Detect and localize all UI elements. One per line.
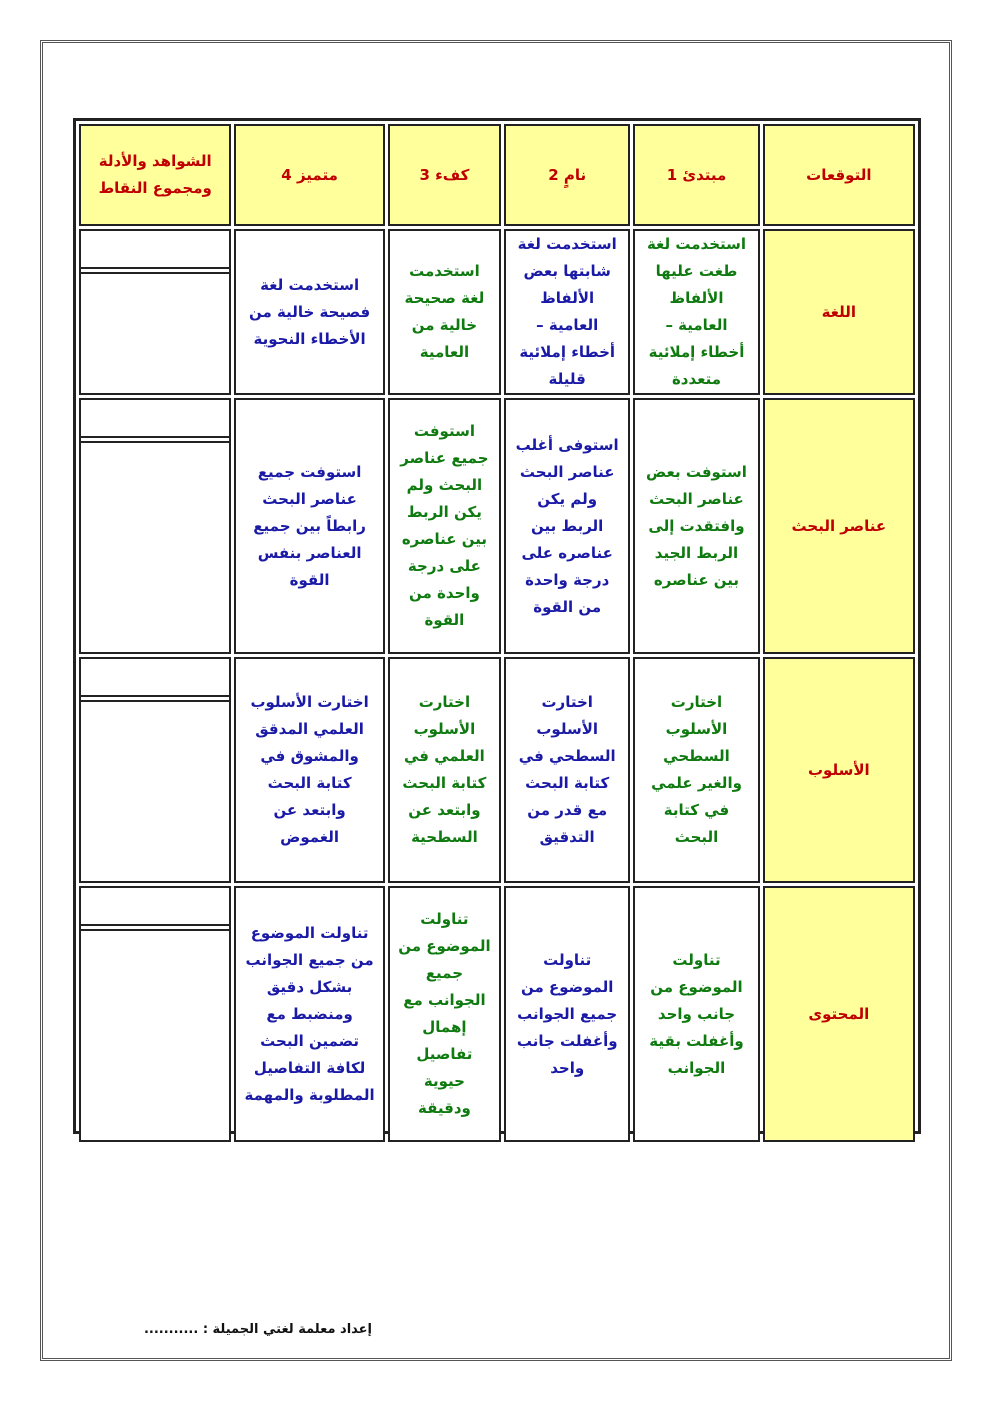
rubric-cell (504, 657, 630, 883)
row-label: عناصر البحث (763, 398, 915, 654)
footer-credit (144, 1322, 372, 1337)
cell-text: استوفى أغلب عناصر البحث ولم يكن الربط بين عناصره على درجة واحدة من القوة (515, 435, 619, 616)
table-row (79, 229, 915, 395)
header-competent: كفء 3 (388, 124, 501, 226)
table-row (79, 657, 915, 883)
row-label: المحتوى (763, 886, 915, 1142)
header-evidence (79, 124, 231, 226)
evidence-cell (79, 886, 231, 1142)
cell-text: استوفت بعض عناصر البحث وافتقدت إلى الربط الجيد بين عناصره (646, 462, 747, 589)
table-row (79, 398, 915, 654)
cell-text: تناولت الموضوع من جميع الجوانب بشكل دقيق ومنضبط مع تضمين البحث لكافة التفاصيل المطلوبة والمهمة (244, 923, 375, 1104)
rubric-cell (504, 886, 630, 1142)
evidence-box-top (81, 400, 229, 438)
footer-label: إعداد معلمة لغتي الجميلة : (202, 1322, 372, 1337)
table-row (79, 886, 915, 1142)
evidence-box-bottom (81, 272, 229, 393)
cell-text: اختارت الأسلوب السطحي في كتابة البحث مع قدر من التدقيق (518, 693, 616, 846)
cell-text: استخدمت لغة طغت عليها الألفاظ العامية – أخطاء إملائية متعددة (646, 235, 747, 388)
rubric-cell (504, 229, 630, 395)
cell-text: استوفت جميع عناصر البحث ولم يكن الربط بين عناصره على درجة واحدة من القوة (400, 422, 489, 629)
cell-text: تناولت الموضوع من جميع الجوانب وأغفلت جانب واحد (516, 950, 618, 1077)
rubric-cell (388, 229, 501, 395)
cell-text: استوفت جميع عناصر البحث رابطاً بين جميع العناصر بنفس القوة (253, 462, 366, 589)
rubric-cell (388, 657, 501, 883)
cell-text: استخدمت لغة صحيحة خالية من العامية (404, 262, 485, 361)
row-label: اللغة (763, 229, 915, 395)
rubric-table-frame (73, 118, 921, 1134)
cell-text: استخدمت لغة فصيحة خالية من الأخطاء النحوية (249, 275, 371, 348)
rubric-cell (234, 229, 384, 395)
header-expectations: التوقعات (763, 124, 915, 226)
rubric-cell (633, 398, 759, 654)
rubric-cell (234, 398, 384, 654)
rubric-cell (388, 398, 501, 654)
header-developing: نامٍ 2 (504, 124, 630, 226)
cell-text: استخدمت لغة شابتها بعض الألفاظ العامية – أخطاء إملائية قليلة (517, 235, 617, 388)
evidence-box-top (81, 231, 229, 269)
evidence-cell (79, 229, 231, 395)
header-row (79, 124, 915, 226)
cell-text: اختارت الأسلوب العلمي في كتابة البحث وابتعد عن السطحية (402, 693, 487, 846)
evidence-box-top (81, 888, 229, 926)
evidence-cell (79, 657, 231, 883)
cell-text: اختارت الأسلوب السطحي والغير علمي في كتابة البحث (651, 693, 742, 846)
evidence-box-bottom (81, 929, 229, 1140)
cell-text: اختارت الأسلوب العلمي المدقق والمشوق في كتابة البحث وابتعد عن الغموض (250, 693, 369, 846)
header-evidence-label: الشواهد والأدلة ومجموع النقاط (98, 152, 212, 197)
rubric-cell (633, 886, 759, 1142)
rubric-cell (234, 886, 384, 1142)
evidence-box-bottom (81, 700, 229, 881)
rubric-cell (388, 886, 501, 1142)
header-beginner: مبتدئ 1 (633, 124, 759, 226)
header-distinguished: متميز 4 (234, 124, 384, 226)
rubric-cell (234, 657, 384, 883)
cell-text: تناولت الموضوع من جانب واحد وأغفلت بقية الجوانب (649, 950, 744, 1077)
row-label: الأسلوب (763, 657, 915, 883)
evidence-box-top (81, 659, 229, 697)
rubric-table (76, 121, 918, 1145)
rubric-cell (633, 229, 759, 395)
evidence-box-bottom (81, 441, 229, 652)
rubric-cell (504, 398, 630, 654)
cell-text: تناولت الموضوع من جميع الجوانب مع إهمال تفاصيل حيوية ودقيقة (398, 910, 491, 1117)
rubric-cell (633, 657, 759, 883)
evidence-cell (79, 398, 231, 654)
footer-dots: ........... (143, 1322, 199, 1337)
